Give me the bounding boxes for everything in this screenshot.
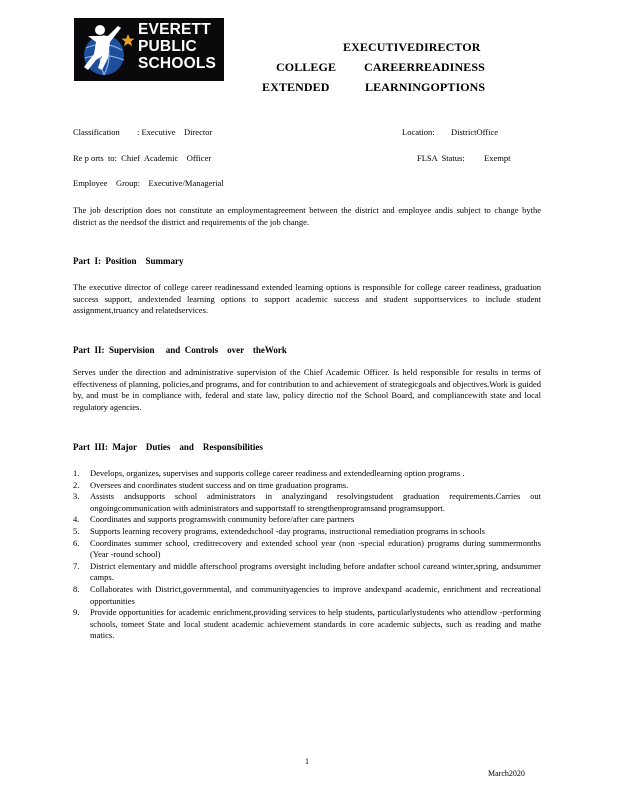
list-item-number: 7.: [73, 560, 80, 571]
list-item-text: Supports learning recovery programs, extendedschool -day programs, instructional remediation programs in schools: [90, 525, 485, 536]
page-number: 1: [305, 757, 309, 766]
list-item-text: District elementary and middle afterschool programs oversight including before andafter school careand winter,spring, andsummer camps.: [90, 560, 541, 583]
intro-paragraph: The job description does not constitute an employmentagreement between the district and employee andis subject to change bythe district as the needsof the district and requirements of the job change.: [73, 205, 541, 227]
logo-line-2: PUBLIC: [138, 38, 197, 55]
logo-line-1: EVERETT: [138, 21, 211, 38]
list-item-text: Coordinates summer school, creditrecovery and extended school year (non -special education) programs during summermonths (Year -round school): [90, 537, 541, 560]
list-item-text: Provide opportunities for academic enrichment,providing services to help students, particularlystudents who attendlow -performing schools, tomeet State and local student academic achievement standards in core academic subjects, such as reading and mathe matics.: [90, 607, 541, 641]
logo-line-3: SCHOOLS: [138, 55, 217, 72]
title-line-3-left: EXTENDED: [262, 80, 330, 94]
list-item-text: Oversees and coordinates student success and on time graduation programs.: [90, 479, 349, 490]
list-item: [73, 584, 541, 607]
revision-date: March2020: [488, 769, 525, 778]
location-label: Location:: [402, 127, 435, 137]
district-logo: [74, 18, 224, 81]
flsa-label: FLSA Status:: [417, 153, 465, 163]
list-item: [73, 561, 541, 584]
employee-group: Employee Group: Executive/Managerial: [73, 178, 224, 188]
part1-heading: Part I: Position Summary: [73, 256, 184, 266]
logo-wordmark: [138, 21, 224, 72]
list-item-number: 6.: [73, 537, 80, 548]
list-item-number: 4.: [73, 514, 80, 525]
list-item-number: 5.: [73, 525, 80, 536]
list-item: [73, 607, 541, 642]
list-item-text: Coordinates and supports programswith community before/after care partners: [90, 514, 355, 525]
list-item: [73, 480, 541, 492]
duties-list: [73, 468, 541, 642]
list-item: [73, 491, 541, 514]
list-item-number: 9.: [73, 607, 80, 618]
title-line-3-right: LEARNINGOPTIONS: [365, 80, 486, 94]
list-item-text: Develops, organizes, supervises and supports college career readiness and extendedlearning option programs .: [90, 468, 465, 478]
list-item-number: 3.: [73, 491, 80, 502]
part3-heading: Part III: Major Duties and Responsibilities: [73, 442, 263, 452]
list-item: [73, 514, 541, 526]
part2-heading: Part II: Supervision and Controls over theWork: [73, 345, 287, 355]
flsa-value: Exempt: [484, 153, 511, 163]
reports-to: Re p orts to: Chief Academic Officer: [73, 153, 212, 163]
title-line-1: EXECUTIVEDIRECTOR: [343, 40, 481, 54]
title-line-2-left: COLLEGE: [276, 60, 337, 74]
location-value: DistrictOffice: [451, 127, 499, 137]
list-item-text: Collaborates with District,governmental, and communityagencies to improve andexpand academic, enrichment and recreational opportunities: [90, 583, 541, 606]
list-item: [73, 468, 541, 480]
list-item-number: 2.: [73, 479, 80, 490]
classification-value: : Executive Director: [137, 127, 213, 137]
part2-text: Serves under the direction and administrative supervision of the Chief Academic Officer. Is held responsible for results in terms of effectiveness of planning, policies,and programs, and for contribution to and achievement of strategicgoals and objectives.Work is guided by, and must be in compliance with, federal and state law, policy directio nof the School Board, and compliancewith state and local regulatory agencies.: [73, 367, 541, 412]
part1-text: The executive director of college career readinessand extended learning options is responsible for college career readiness, graduation success support, andextended learning options to support academic success and student supportservices to include student assignment,truancy and relatedservices.: [73, 282, 541, 316]
list-item-number: 8.: [73, 583, 80, 594]
classification-label: Classification: [73, 127, 120, 137]
list-item-number: 1.: [73, 468, 80, 478]
list-item-text: Assists andsupports school administrators in analyzingand resolvingstudent graduation requirements.Carries out ongoingcommunication with administrators and supportstaff to strengthenprogramsand programsupport.: [90, 491, 541, 513]
list-item: [73, 538, 541, 561]
title-line-2-right: CAREERREADINESS: [364, 60, 485, 74]
globe-figure-icon: [74, 18, 138, 81]
list-item: [73, 526, 541, 538]
